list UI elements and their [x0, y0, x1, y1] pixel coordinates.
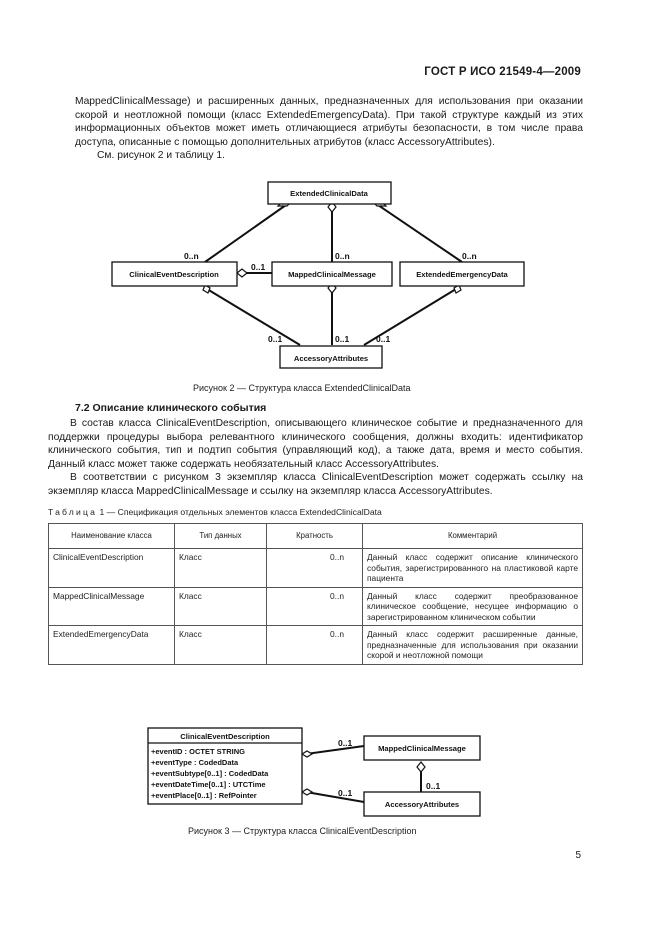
fig2-line-left-top — [205, 205, 286, 262]
table-header-cell: Кратность — [267, 524, 363, 549]
figure-3-diagram — [0, 710, 661, 820]
table-caption-prefix: Таблица — [48, 507, 98, 517]
table-row — [49, 626, 583, 665]
fig3-diamond-to-mapped — [302, 751, 312, 757]
table-row — [49, 587, 583, 626]
section-paragraph-2: В соответствии с рисунком 3 экземпляр класса ClinicalEventDescription может содержать ссылку на экземпляр класса MappedClinicalMessage и ссылку на экземпляр класса AccessoryAttributes. — [48, 472, 583, 497]
table-cell-mult: 0..n — [267, 626, 363, 665]
document-header: ГОСТ Р ИСО 21549-4—2009 — [424, 66, 581, 78]
fig3-attribute: +eventDateTime[0..1] : UTCTime — [151, 780, 266, 789]
table-header-cell: Тип данных — [175, 524, 267, 549]
intro-paragraph-2: См. рисунок 2 и таблицу 1. — [97, 150, 226, 162]
fig3-label-mapped: MappedClinicalMessage — [378, 744, 466, 753]
fig2-mult-left-mid: 0..1 — [251, 262, 266, 272]
table-cell-comment: Данный класс содержит преобразованное клиническое сообщение, несущее информацию о зарегистрированном клиническом событии — [363, 587, 583, 626]
table-cell-type: Класс — [175, 587, 267, 626]
fig3-line-to-accessory — [306, 792, 364, 802]
table-cell-class: ClinicalEventDescription — [49, 549, 175, 588]
table-cell-type: Класс — [175, 626, 267, 665]
fig3-line-to-mapped — [306, 746, 364, 754]
fig3-attribute: +eventType : CodedData — [151, 758, 239, 767]
fig3-class-name: ClinicalEventDescription — [180, 732, 270, 741]
fig2-mult-bottom-middle: 0..1 — [335, 334, 350, 344]
fig2-mult-right-upper: 0..n — [462, 251, 477, 261]
fig3-diamond-mapped-accessory — [417, 762, 425, 772]
figure-2-diagram — [0, 0, 661, 400]
section-title: 7.2 Описание клинического события — [75, 402, 267, 414]
table-cell-mult: 0..n — [267, 587, 363, 626]
table-cell-comment: Данный класс содержит расширенные данные, предназначенные для использования при оказании скорой и неотложной помощи — [363, 626, 583, 665]
table-caption — [48, 507, 382, 517]
fig2-label-middle: MappedClinicalMessage — [288, 270, 376, 279]
fig3-attribute: +eventPlace[0..1] : RefPointer — [151, 791, 257, 800]
fig3-mult-to-accessory: 0..1 — [338, 788, 353, 798]
fig3-mult-mapped-accessory: 0..1 — [426, 781, 441, 791]
table-header-cell: Наименование класса — [49, 524, 175, 549]
fig3-mult-to-mapped: 0..1 — [338, 738, 353, 748]
fig2-mult-left-upper: 0..n — [184, 251, 199, 261]
fig2-label-bottom: AccessoryAttributes — [293, 354, 369, 363]
fig3-attribute: +eventID : OCTET STRING — [151, 747, 245, 756]
table-cell-mult: 0..n — [267, 549, 363, 588]
table-cell-class: MappedClinicalMessage — [49, 587, 175, 626]
fig2-label-right: ExtendedEmergencyData — [416, 270, 508, 279]
fig2-line-right-top — [378, 205, 462, 262]
section-paragraph-1: В состав класса ClinicalEventDescription, описывающего клиническое событие и предназначенного для поддержки процедуры выбора релевантного клинического сообщения, должны входить: идентификатор клинического события, тип и подтип события (управляющий код), а также дата, время и место события. Данный класс может также содержать необязательный класс AccessoryAttributes. — [48, 418, 583, 470]
table-cell-type: Класс — [175, 549, 267, 588]
table-header-cell: Комментарий — [363, 524, 583, 549]
fig2-diamond-mapped-left — [237, 269, 247, 277]
spec-table — [48, 523, 583, 665]
table-caption-text: 1 — Спецификация отдельных элементов класса ExtendedClinicalData — [99, 507, 382, 517]
fig2-line-left-bottom — [207, 289, 300, 345]
fig3-label-accessory: AccessoryAttributes — [384, 800, 460, 809]
section-text — [48, 417, 583, 499]
table-cell-class: ExtendedEmergencyData — [49, 626, 175, 665]
fig2-label-left: ClinicalEventDescription — [129, 270, 219, 279]
table-header-row — [49, 524, 583, 549]
fig3-diamond-to-accessory — [302, 789, 312, 795]
figure-2-caption: Рисунок 2 — Структура класса ExtendedClinicalData — [193, 383, 411, 393]
fig2-mult-bottom-right: 0..1 — [376, 334, 391, 344]
table-row — [49, 549, 583, 588]
page-number: 5 — [575, 850, 581, 861]
fig2-mult-bottom-left: 0..1 — [268, 334, 283, 344]
table-cell-comment: Данный класс содержит описание клинического события, зарегистрированного на пластиковой карте пациента — [363, 549, 583, 588]
fig2-label-top: ExtendedClinicalData — [290, 189, 368, 198]
fig3-attribute: +eventSubtype[0..1] : CodedData — [151, 769, 269, 778]
fig2-mult-middle-upper: 0..n — [335, 251, 350, 261]
figure-3-caption: Рисунок 3 — Структура класса ClinicalEventDescription — [188, 826, 417, 836]
intro-paragraph-1: MappedClinicalMessage) и расширенных данных, предназначенных для использования при оказании скорой и неотложной помощи (класс ExtendedEmergencyData). При такой структуре каждый из этих информационных объектов может иметь отличающиеся атрибуты безопасности, в том числе права доступа, описанные с помощью дополнительных атрибутов (класс AccessoryAttributes). — [75, 96, 583, 148]
